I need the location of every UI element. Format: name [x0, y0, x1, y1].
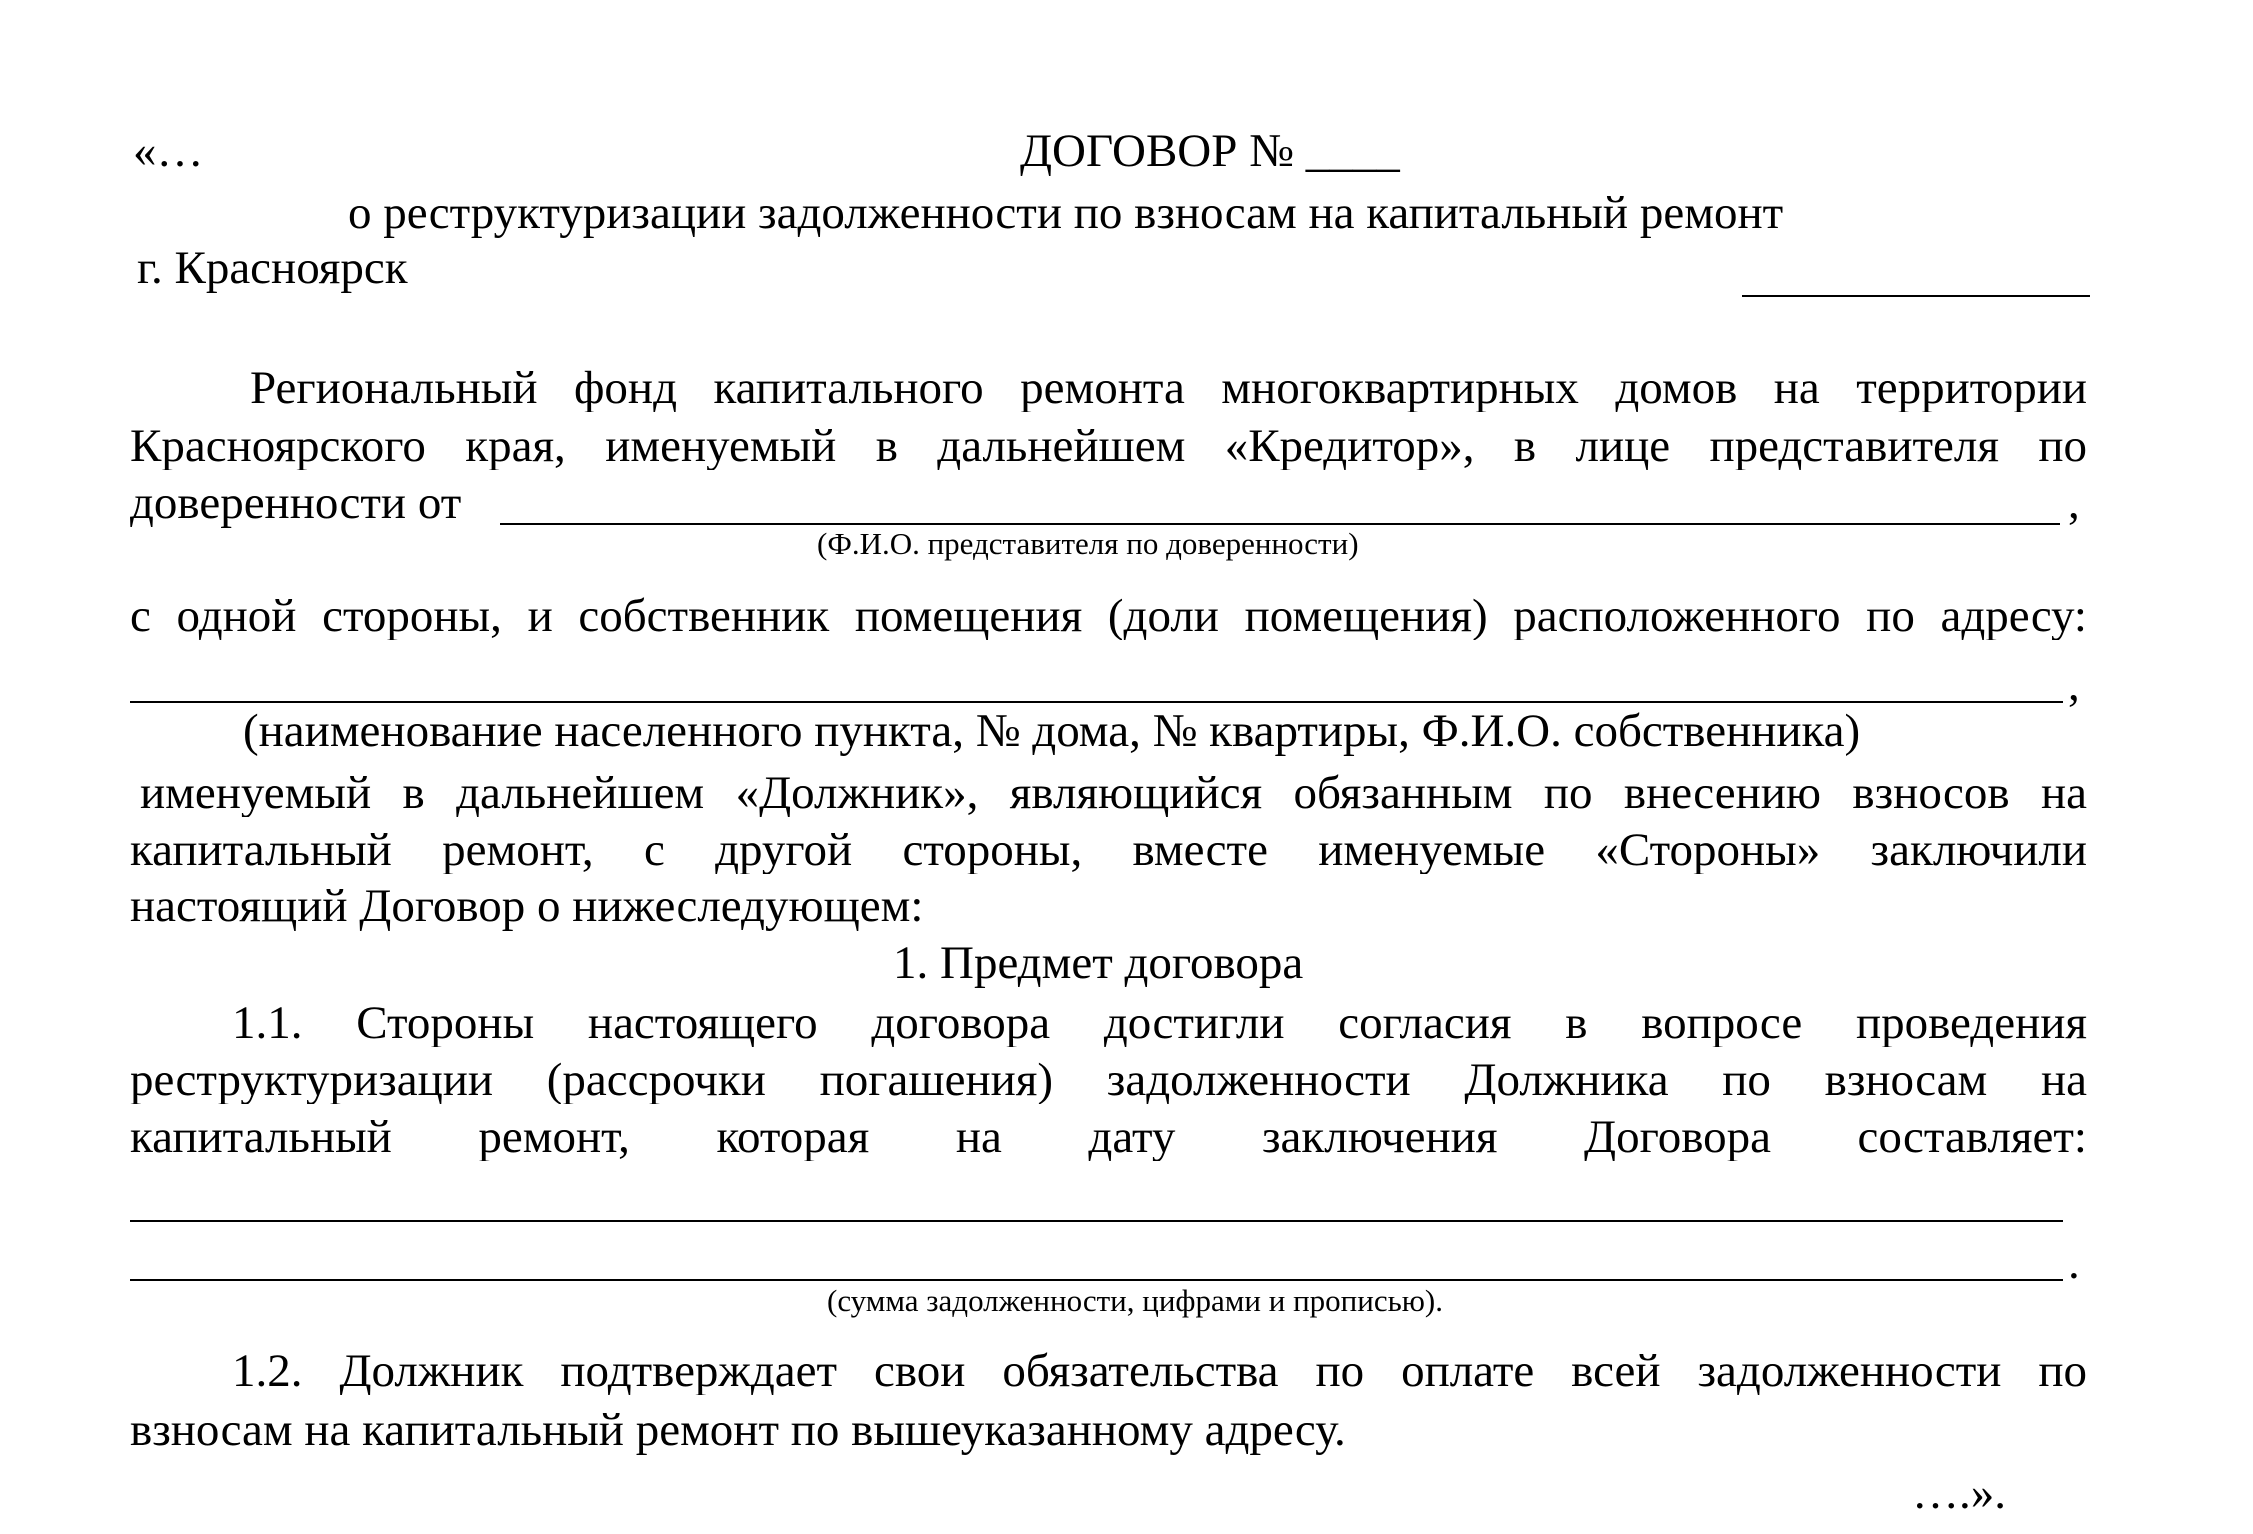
clause-1-1-line-2: реструктуризации (рассрочки погашения) задолженности Должника по взносам на [130, 1057, 2087, 1104]
debt-amount-blank-line-1 [130, 1220, 2063, 1222]
clause-1-2-line-2: взносам на капитальный ремонт по вышеуказанному адресу. [130, 1404, 1346, 1456]
debt-amount-line-end: . [2068, 1237, 2080, 1289]
intro-line-7: капитальный ремонт, с другой стороны, вместе именуемые «Стороны» заключили [130, 827, 2087, 874]
caption-address: (наименование населенного пункта, № дома, № квартиры, Ф.И.О. собственника) [243, 705, 1861, 757]
intro-line-6: именуемый в дальнейшем «Должник», являющийся обязанным по внесению взносов на [140, 770, 2087, 817]
intro-line-3: доверенности от [130, 477, 462, 529]
contract-subtitle: о реструктуризации задолженности по взносам на капитальный ремонт [348, 187, 1784, 239]
intro-line-4: с одной стороны, и собственник помещения (доли помещения) расположенного по адресу: [130, 593, 2087, 640]
clause-1-2-line-1: 1.2. Должник подтверждает свои обязательства по оплате всей задолженности по [232, 1348, 2087, 1395]
debt-amount-blank-line-2 [130, 1279, 2063, 1281]
closing-quote: ….». [1912, 1467, 2006, 1519]
date-blank-line [1742, 295, 2090, 297]
section-1-heading: 1. Предмет договора [893, 937, 1304, 989]
city-name: г. Красноярск [137, 242, 408, 294]
address-blank-line [130, 701, 2063, 703]
intro-line-1: Региональный фонд капитального ремонта многоквартирных домов на территории [250, 365, 2087, 412]
clause-1-1-line-1: 1.1. Стороны настоящего договора достигли согласия в вопросе проведения [232, 1000, 2087, 1047]
caption-representative: (Ф.И.О. представителя по доверенности) [817, 526, 1359, 561]
contract-title: ДОГОВОР № ____ [1020, 125, 1400, 177]
address-line-end: , [2068, 659, 2080, 711]
caption-debt-amount: (сумма задолженности, цифрами и прописью). [827, 1283, 1443, 1318]
intro-line-2: Красноярского края, именуемый в дальнейшем «Кредитор», в лице представителя по [130, 423, 2087, 470]
opening-quote: «… [133, 125, 204, 177]
clause-1-1-line-3: капитальный ремонт, которая на дату заключения Договора составляет: [130, 1114, 2087, 1161]
intro-line-8: настоящий Договор о нижеследующем: [130, 880, 924, 932]
representative-blank-line [500, 523, 2060, 525]
representative-line-end: , [2068, 477, 2080, 529]
